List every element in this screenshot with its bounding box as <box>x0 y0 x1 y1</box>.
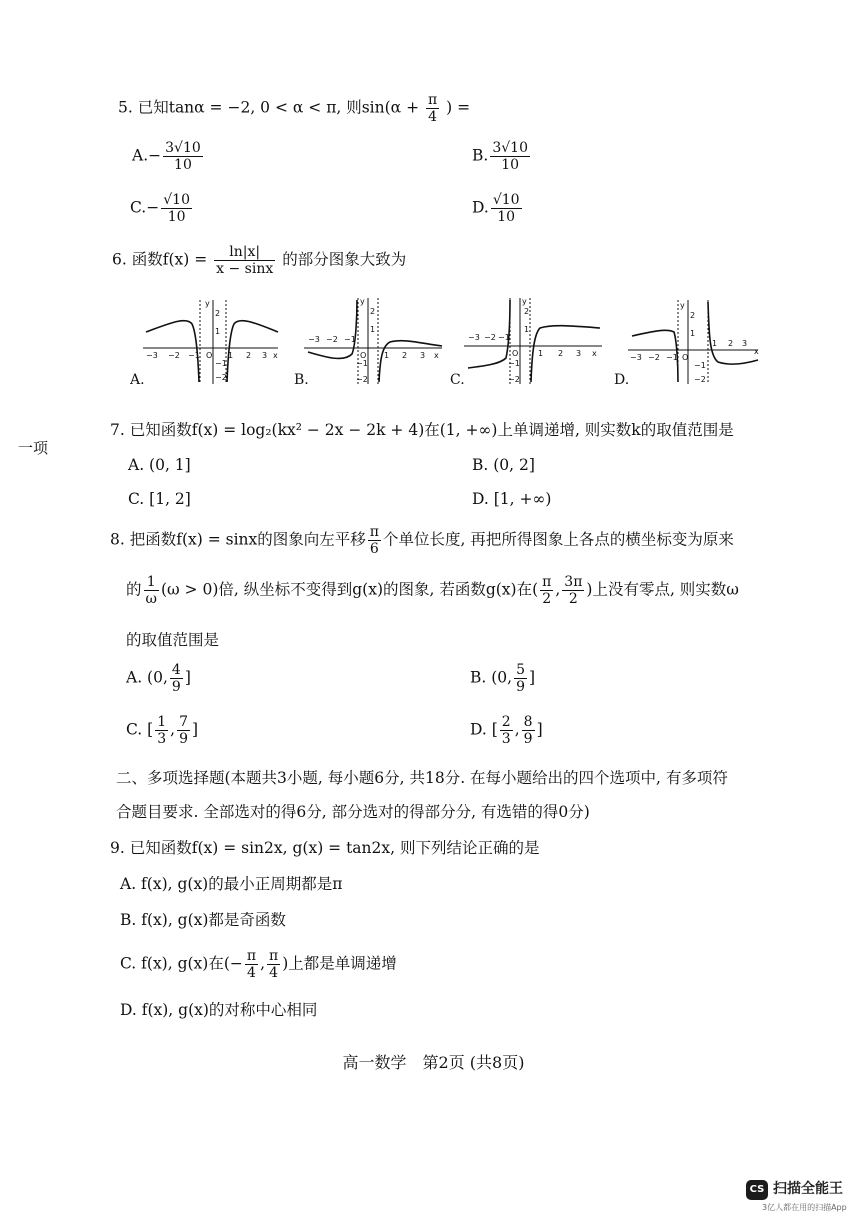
tick: −3 <box>146 351 158 360</box>
tick: −2 <box>326 335 338 344</box>
fraction <box>245 948 258 981</box>
tick: −2 <box>168 351 180 360</box>
q8-option-c: C. [ $\frac{1}{3}$ , $\frac{7}{9}$ ] <box>126 714 199 748</box>
text: (ω > 0)倍, 纵坐标不变得到g(x)的图象, 若函数g(x)在( <box>160 580 539 599</box>
tick: 2 <box>690 311 696 320</box>
frac-den: 4 <box>269 965 279 982</box>
q9-option-c: C. f(x), g(x)在(− $\frac{\pi}{4}$ , $\frac{\pi}{4}$ )上都是单调递增 <box>120 948 397 982</box>
question-8-stem-line1 <box>110 524 734 557</box>
fraction <box>170 662 183 695</box>
fraction <box>144 574 159 607</box>
text: C. [ <box>126 720 154 739</box>
question-6-stem <box>112 244 406 277</box>
curve-right <box>708 302 758 364</box>
tick: 2 <box>246 351 252 360</box>
graph-d <box>618 296 766 388</box>
q5-stem-text: 5. 已知tanα = −2, 0 < α < π, 则sin(α + <box>118 98 420 117</box>
q6-stem-fraction <box>214 244 275 277</box>
frac-num: 4 <box>171 662 181 678</box>
watermark-subtitle: 3亿人都在用的扫描App <box>762 1203 847 1212</box>
frac-num: π <box>246 948 257 964</box>
option-label: B. <box>472 146 489 165</box>
tick: O <box>682 353 689 362</box>
frac-den: 2 <box>542 591 552 608</box>
tick: 3 <box>420 351 426 360</box>
frac-den: ω <box>145 591 157 608</box>
q5-stem-tail: ) = <box>446 98 471 117</box>
fraction <box>155 714 168 747</box>
frac-num: π <box>369 524 379 540</box>
frac-num: ln|x| <box>214 244 275 261</box>
tick: 1 <box>215 327 221 336</box>
camscanner-logo-icon: CS <box>746 1180 768 1200</box>
tick: 3 <box>576 349 582 358</box>
tick: −2 <box>508 375 520 384</box>
frac-num: √10 <box>163 192 190 208</box>
tick: −1 <box>508 359 520 368</box>
fraction <box>514 662 527 695</box>
tick: y <box>680 301 685 310</box>
frac-den: 9 <box>523 731 533 748</box>
tick: x <box>754 347 759 356</box>
frac-num: 3π <box>564 574 583 590</box>
graph-b <box>294 294 454 388</box>
fraction <box>522 714 535 747</box>
tick: −1 <box>694 361 706 370</box>
minus-sign: − <box>146 198 160 217</box>
frac-num: 3√10 <box>165 140 201 156</box>
tick: 2 <box>215 309 221 318</box>
tick: O <box>360 351 367 360</box>
frac-den: 3 <box>157 731 167 748</box>
text: D. [ <box>470 720 498 739</box>
tick: −1 <box>666 353 678 362</box>
q8-option-a <box>126 662 191 695</box>
text: ] <box>536 720 543 739</box>
frac-num: 8 <box>523 714 533 730</box>
tick: y <box>205 299 210 308</box>
frac-den: 3 <box>501 731 511 748</box>
tick: 3 <box>262 351 268 360</box>
frac-num: π <box>542 574 552 590</box>
frac-den: 10 <box>501 157 520 174</box>
tick: O <box>512 349 519 358</box>
margin-note: 一项 <box>18 439 49 457</box>
page-footer: 高一数学 第2页 (共8页) <box>342 1053 525 1072</box>
fraction <box>177 714 190 747</box>
q5-option-a <box>132 140 205 173</box>
frac-num: √10 <box>492 192 520 208</box>
question-5-stem <box>118 92 470 125</box>
tick: −2 <box>694 375 706 384</box>
tick: −3 <box>308 335 320 344</box>
q7-option-d: D. [1, +∞) <box>472 490 552 508</box>
frac-num: 7 <box>179 714 188 730</box>
tick: −1 <box>356 359 368 368</box>
curve-right <box>379 341 442 382</box>
tick: 1 <box>384 351 390 360</box>
fraction <box>490 140 530 173</box>
frac-num: π <box>269 948 279 964</box>
tick: x <box>273 351 278 360</box>
graph-c <box>454 294 614 388</box>
tick: −2 <box>215 373 227 382</box>
fraction <box>562 574 584 607</box>
frac-den: 9 <box>179 731 188 748</box>
q5-option-c <box>130 192 194 225</box>
text: ] <box>529 668 536 687</box>
text: B. (0, <box>470 668 513 687</box>
curve-left <box>308 300 357 358</box>
tick: 1 <box>712 339 718 348</box>
tick: 1 <box>538 349 544 358</box>
frac-den: 10 <box>497 209 516 226</box>
graph-a <box>128 296 288 388</box>
section-2-heading-line1: 二、多项选择题(本题共3小题, 每小题6分, 共18分. 在每小题给出的四个选项中, 有多项符 <box>116 769 728 787</box>
tick: 1 <box>370 325 376 334</box>
q9-option-d: D. f(x), g(x)的对称中心相同 <box>120 1001 318 1019</box>
curve-right <box>227 321 278 382</box>
tick: 2 <box>370 307 376 316</box>
q7-option-b: B. (0, 2] <box>472 456 535 474</box>
text: )上没有零点, 则实数ω <box>586 580 739 599</box>
tick: x <box>592 349 597 358</box>
fraction <box>368 524 381 557</box>
section-2-heading-line2: 合题目要求. 全部选对的得6分, 部分选对的得部分分, 有选错的得0分) <box>116 803 590 821</box>
frac-num: 5 <box>516 662 526 678</box>
graph-d-label: D. <box>614 372 630 388</box>
q5-option-b <box>472 140 532 173</box>
graph-b-label: B. <box>294 372 309 388</box>
tick: O <box>206 351 213 360</box>
frac-den: 9 <box>516 679 526 696</box>
tick: y <box>522 297 527 306</box>
frac-den: 6 <box>369 541 379 558</box>
text: ] <box>184 668 191 687</box>
q5-stem-fraction <box>426 92 439 125</box>
tick: 1 <box>524 325 530 334</box>
frac-den: 9 <box>171 679 181 696</box>
tick: 2 <box>524 307 530 316</box>
tick: −3 <box>630 353 642 362</box>
q8-option-d: D. [ $\frac{2}{3}$ , $\frac{8}{9}$ ] <box>470 714 543 748</box>
tick: −2 <box>356 375 368 384</box>
q6-stem-text: 6. 函数f(x) = <box>112 250 208 269</box>
fraction <box>163 140 203 173</box>
q9-option-a: A. f(x), g(x)的最小正周期都是π <box>120 875 343 893</box>
frac-den: 4 <box>247 965 256 982</box>
question-7-stem: 7. 已知函数f(x) = log₂(kx² − 2x − 2k + 4)在(1, +∞)上单调递增, 则实数k的取值范围是 <box>110 421 734 439</box>
frac-num: π <box>428 92 438 108</box>
tick: 1 <box>690 329 696 338</box>
frac-den: 4 <box>428 109 438 126</box>
tick: 2 <box>402 351 408 360</box>
graph-c-label: C. <box>450 372 465 388</box>
fraction <box>491 192 522 225</box>
text: 8. 把函数f(x) = sinx的图象向左平移 <box>110 530 366 549</box>
tick: 2 <box>728 339 734 348</box>
option-label: D. <box>472 198 489 217</box>
frac-num: 1 <box>144 574 159 591</box>
watermark-title: 扫描全能王 <box>773 1181 843 1197</box>
text: )上都是单调递增 <box>282 954 397 973</box>
tick: 2 <box>558 349 564 358</box>
minus-sign: − <box>148 146 162 165</box>
option-label: C. <box>130 198 147 217</box>
frac-num: 3√10 <box>492 140 528 156</box>
fraction <box>267 948 280 981</box>
text: 个单位长度, 再把所得图象上各点的横坐标变为原来 <box>382 530 734 549</box>
fraction <box>161 192 192 225</box>
fraction <box>500 714 513 747</box>
q9-option-b: B. f(x), g(x)都是奇函数 <box>120 911 286 929</box>
q5-option-d <box>472 192 524 225</box>
text: ] <box>192 720 199 739</box>
frac-num: 1 <box>157 714 167 730</box>
tick: −2 <box>484 333 496 342</box>
option-label: A. <box>132 146 149 165</box>
tick: y <box>360 297 365 306</box>
text: A. (0, <box>126 668 168 687</box>
tick: −3 <box>468 333 480 342</box>
tick: 3 <box>742 339 748 348</box>
frac-den: 10 <box>174 157 192 174</box>
frac-den: 2 <box>568 591 578 608</box>
tick: −2 <box>648 353 660 362</box>
question-8-stem-line3: 的取值范围是 <box>126 631 220 649</box>
fraction <box>540 574 553 607</box>
frac-num: 2 <box>501 714 511 730</box>
frac-den: x − sinx <box>216 261 274 278</box>
q7-option-c: C. [1, 2] <box>128 490 191 508</box>
tick: −1 <box>498 333 510 342</box>
q7-option-a: A. (0, 1] <box>128 456 191 474</box>
graph-a-label: A. <box>130 372 145 388</box>
tick: −1 <box>188 351 200 360</box>
q6-stem-tail: 的部分图象大致为 <box>282 250 407 269</box>
tick: 1 <box>228 351 234 360</box>
text: 的 <box>126 580 142 599</box>
question-9-stem: 9. 已知函数f(x) = sin2x, g(x) = tan2x, 则下列结论正确的是 <box>110 839 540 857</box>
question-8-stem-line2: 的 $\frac{1}{\omega}$ (ω > 0)倍, 纵坐标不变得到g(x)的图象, 若函数g(x)在( $\frac{\pi}{2}$ , $\frac{3\pi}{2}$ )上没有零点, 则实数ω <box>126 574 739 608</box>
text: C. f(x), g(x)在(− <box>120 954 243 973</box>
tick: −1 <box>215 359 227 368</box>
tick: −1 <box>344 335 356 344</box>
q8-option-b <box>470 662 535 695</box>
tick: x <box>434 351 439 360</box>
frac-den: 10 <box>167 209 186 226</box>
